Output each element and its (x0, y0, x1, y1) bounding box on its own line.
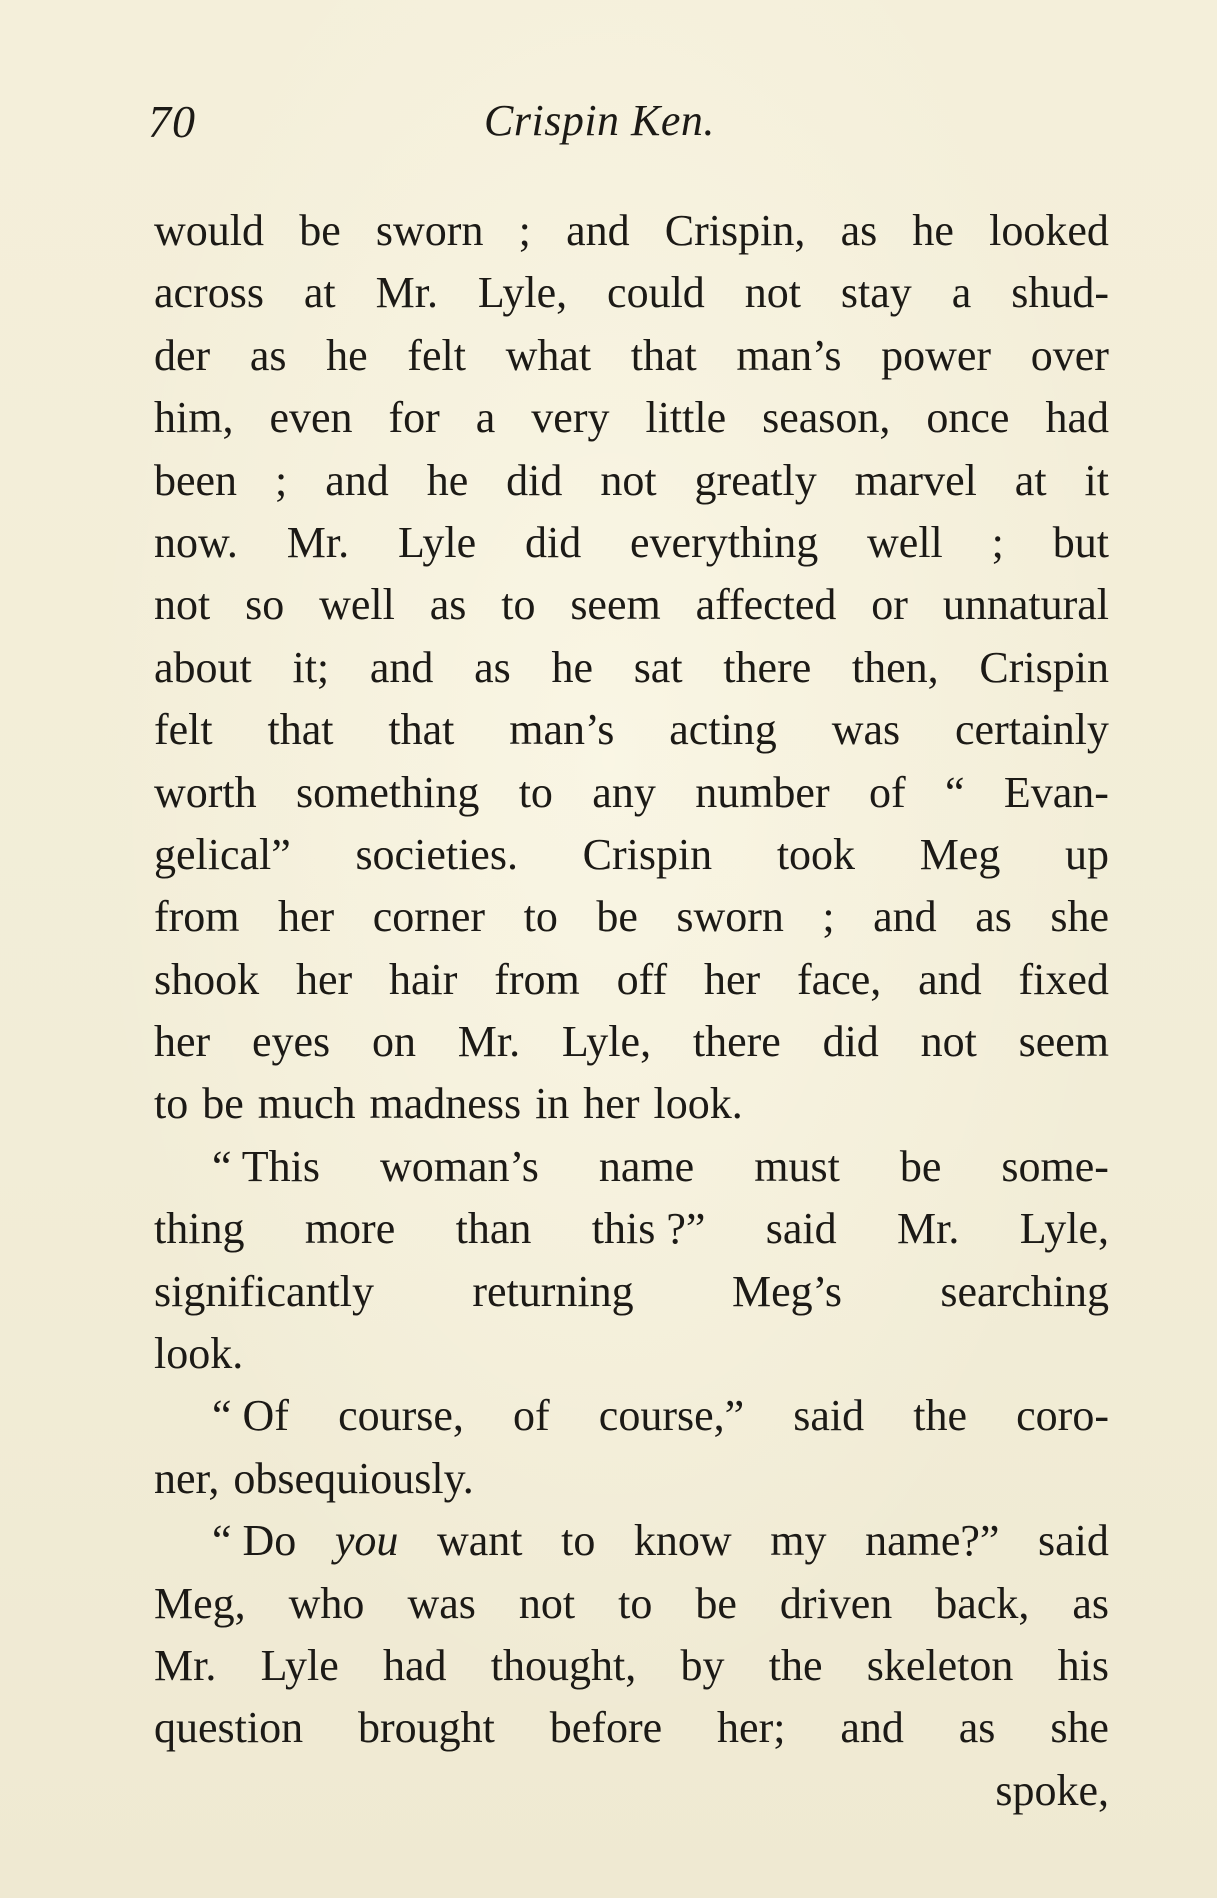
word: than (455, 1204, 532, 1254)
word: any (592, 767, 656, 817)
word: at (303, 268, 336, 318)
word: power (881, 330, 992, 380)
text-line (154, 824, 1109, 886)
word: face, (797, 954, 882, 1004)
word: ; (518, 206, 531, 255)
word: across (154, 268, 264, 318)
word: obsequiously. (233, 1453, 474, 1503)
word: who (288, 1578, 365, 1628)
text-line (154, 200, 1109, 262)
word: back, (935, 1578, 1030, 1628)
word: and (918, 954, 982, 1004)
word: her (278, 892, 335, 942)
word: Mr. (154, 1640, 217, 1690)
word: as (429, 580, 467, 630)
word: that (267, 705, 334, 755)
word: Lyle, (1019, 1204, 1109, 1254)
text-line (154, 262, 1109, 324)
word: Mr. (375, 268, 438, 318)
text-line (154, 886, 1109, 948)
word: Meg’s (732, 1266, 843, 1316)
word: now. (154, 517, 238, 567)
word: he (551, 642, 593, 692)
word: looked (989, 206, 1109, 255)
word: and (873, 892, 937, 942)
word: you (334, 1516, 399, 1566)
word: be (596, 892, 638, 942)
text-line (154, 1136, 1109, 1198)
word: once (926, 393, 1010, 443)
word: and (566, 206, 630, 255)
text-line (154, 1385, 1109, 1447)
word: shud- (1011, 268, 1109, 318)
word: gelical” (154, 829, 291, 879)
word: course, (338, 1391, 464, 1441)
word: had (1045, 393, 1109, 443)
word: to (561, 1516, 596, 1566)
word: on (371, 1017, 416, 1067)
text-line (154, 1198, 1109, 1260)
word: Lyle, (477, 268, 568, 318)
word: not (920, 1017, 977, 1067)
word: not (600, 455, 657, 505)
word: as (958, 1703, 996, 1753)
word: as (975, 892, 1012, 942)
word: thought, (490, 1640, 637, 1690)
word: man’s (509, 705, 615, 755)
word: of (868, 767, 906, 817)
word: stay (840, 268, 912, 318)
word: did (506, 455, 563, 505)
word: be (695, 1578, 737, 1628)
word: could (607, 268, 705, 318)
word: from (494, 954, 580, 1004)
word: and (840, 1703, 904, 1753)
word: she (1050, 892, 1109, 942)
word: the (768, 1640, 823, 1690)
word: woman’s (380, 1141, 539, 1191)
word: the (913, 1391, 968, 1441)
word: to (518, 767, 553, 817)
word: number (695, 767, 830, 817)
word: but (1052, 517, 1109, 567)
word: not (744, 268, 801, 318)
word: well (867, 517, 943, 567)
word: man’s (736, 330, 842, 380)
word: his (1057, 1640, 1109, 1690)
word: Meg, (154, 1578, 246, 1628)
word: societies. (355, 829, 518, 879)
word: “ This (212, 1141, 320, 1191)
word: seem (1018, 1017, 1109, 1067)
word: significantly (154, 1266, 374, 1316)
word: eyes (251, 1017, 331, 1067)
word: as (249, 330, 287, 380)
word: him, (154, 393, 234, 443)
word: Mr. (457, 1017, 521, 1067)
word: certainly (955, 705, 1109, 755)
word: off (616, 954, 668, 1004)
word: Crispin (582, 829, 713, 879)
word: was (407, 1578, 476, 1628)
word: Lyle (260, 1640, 339, 1690)
word: returning (472, 1266, 634, 1316)
word: so (245, 580, 285, 630)
word: season, (762, 393, 891, 443)
word: name (598, 1141, 695, 1191)
word: Mr. (286, 517, 350, 567)
word: brought (358, 1703, 495, 1753)
text-line (154, 949, 1109, 1011)
text-line (154, 1510, 1109, 1572)
word: ; (991, 517, 1004, 567)
text-line (154, 637, 1109, 699)
word: be (899, 1141, 942, 1191)
word: that (630, 330, 697, 380)
word: a (951, 268, 972, 318)
text-line (154, 512, 1109, 574)
word: thing (154, 1204, 245, 1254)
word: affected (695, 580, 837, 630)
text-line (154, 1697, 1109, 1759)
body-text (154, 200, 1109, 1822)
word: did (822, 1017, 879, 1067)
word: her (154, 1017, 211, 1067)
text-line (154, 1760, 1109, 1822)
page-header (148, 95, 1108, 155)
word: Crispin (979, 642, 1109, 692)
word: in (535, 1079, 570, 1129)
word: name?” (865, 1516, 1000, 1566)
word: hair (389, 954, 458, 1004)
page-number: 70 (148, 96, 196, 147)
word: that (388, 705, 455, 755)
word: must (754, 1141, 840, 1191)
word: searching (940, 1266, 1109, 1316)
word: did (524, 517, 582, 567)
word: at (1014, 455, 1047, 505)
word: well (319, 580, 395, 630)
word: my (770, 1516, 827, 1566)
word: it; (292, 642, 330, 692)
word: she (1050, 1703, 1109, 1753)
running-title: Crispin Ken. (484, 96, 715, 145)
word: what (505, 330, 592, 380)
word: Evan- (1003, 767, 1109, 817)
word: everything (630, 517, 819, 567)
word: Lyle (397, 517, 477, 567)
word: said (765, 1204, 837, 1254)
word: something (296, 767, 480, 817)
word: unnatural (942, 580, 1109, 630)
word: about (154, 642, 252, 692)
word: know (633, 1516, 732, 1566)
word: to (154, 1079, 189, 1129)
word: sworn (676, 892, 784, 942)
text-line (154, 699, 1109, 761)
word: to (618, 1578, 653, 1628)
word: there (723, 642, 812, 692)
word: as (474, 642, 511, 692)
word: sworn (375, 206, 484, 255)
word: said (793, 1391, 865, 1441)
word: corner (372, 892, 486, 942)
word: said (1038, 1516, 1109, 1566)
text-line (154, 1011, 1109, 1073)
word: more (304, 1204, 396, 1254)
word: marvel (854, 455, 977, 505)
word: her (295, 954, 353, 1004)
word: as (840, 206, 878, 255)
word: “ Of (212, 1391, 289, 1441)
text-line (154, 1573, 1109, 1635)
word: not (518, 1578, 576, 1628)
word: there (692, 1017, 781, 1067)
text-line (154, 762, 1109, 824)
text-line (154, 1635, 1109, 1697)
word: had (383, 1640, 447, 1690)
word: ner, (154, 1453, 220, 1503)
word: greatly (694, 455, 817, 505)
word: der (154, 330, 211, 380)
word: very (531, 393, 610, 443)
word: to (523, 892, 558, 942)
text-line (154, 1448, 1109, 1510)
word: her (703, 954, 761, 1004)
word: question (154, 1703, 304, 1753)
text-line (154, 450, 1109, 512)
word: seem (570, 580, 661, 630)
word: much (257, 1079, 356, 1129)
word: Crispin, (664, 206, 806, 255)
word: ; (275, 455, 288, 505)
word: a (475, 393, 496, 443)
word: not (154, 580, 211, 630)
word: up (1064, 829, 1109, 879)
word: skeleton (866, 1640, 1014, 1690)
word: from (154, 892, 240, 942)
word: spoke, (995, 1765, 1109, 1815)
word: “ Do (212, 1516, 297, 1566)
word: her (583, 1079, 640, 1129)
text-line (154, 387, 1109, 449)
word: before (549, 1703, 663, 1753)
word: felt (154, 705, 213, 755)
word: he (912, 206, 954, 255)
word: or (871, 580, 908, 630)
word: been (154, 455, 238, 505)
word: Meg (919, 829, 1001, 879)
word: “ (944, 767, 965, 817)
word: look. (653, 1079, 743, 1129)
text-line (154, 1073, 1109, 1135)
word: to (501, 580, 536, 630)
word: fixed (1018, 954, 1109, 1004)
word: this ?” (591, 1204, 706, 1254)
word: shook (154, 954, 260, 1004)
word: Mr. (897, 1204, 960, 1254)
word: he (426, 455, 469, 505)
word: look. (154, 1329, 244, 1379)
word: Lyle, (561, 1017, 652, 1067)
word: he (326, 330, 368, 380)
word: then, (851, 642, 939, 692)
word: for (388, 393, 440, 443)
word: be (202, 1079, 244, 1129)
word: would (154, 206, 264, 255)
text-line (154, 1261, 1109, 1323)
text-line (154, 574, 1109, 636)
word: of (513, 1391, 550, 1441)
word: coro- (1016, 1391, 1109, 1441)
word: was (831, 705, 901, 755)
word: worth (154, 767, 257, 817)
word: ; (822, 892, 835, 942)
word: acting (669, 705, 777, 755)
word: even (269, 393, 353, 443)
word: little (645, 393, 727, 443)
word: and (325, 455, 389, 505)
word: as (1072, 1578, 1109, 1628)
word: felt (407, 330, 466, 380)
word: course,” (598, 1391, 745, 1441)
word: her; (717, 1703, 786, 1753)
word: it (1084, 455, 1109, 505)
word: driven (779, 1578, 893, 1628)
word: over (1030, 330, 1109, 380)
text-line (154, 325, 1109, 387)
word: and (369, 642, 434, 692)
text-line (154, 1323, 1109, 1385)
word: some- (1001, 1141, 1109, 1191)
word: sat (633, 642, 683, 692)
word: by (680, 1640, 725, 1690)
word: want (437, 1516, 523, 1566)
word: be (299, 206, 341, 255)
word: madness (369, 1079, 522, 1129)
word: took (776, 829, 856, 879)
